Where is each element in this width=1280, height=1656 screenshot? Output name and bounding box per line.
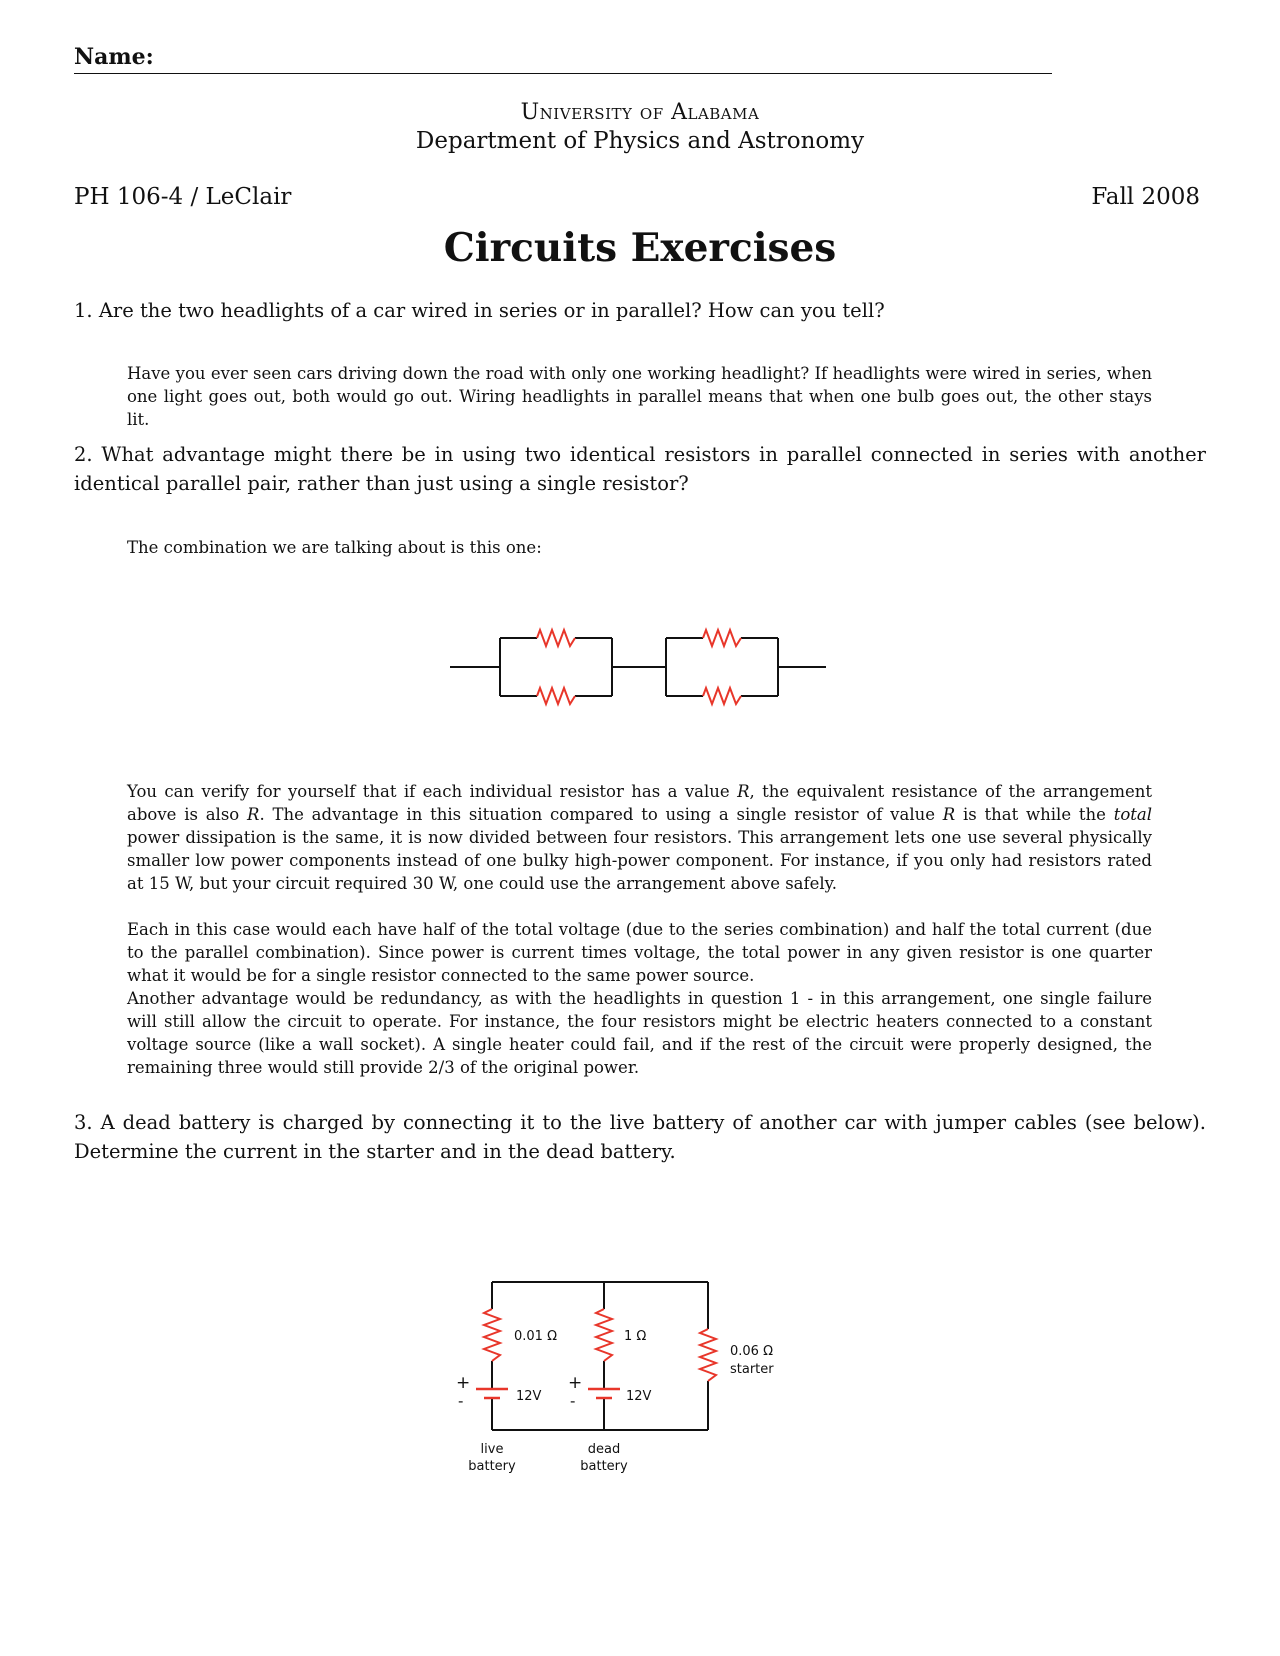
variable-r: R bbox=[942, 805, 956, 824]
question-text: Are the two headlights of a car wired in series or in parallel? How can you tell? bbox=[98, 299, 885, 322]
university-name: University of Alabama bbox=[520, 100, 760, 125]
jumper-cable-circuit bbox=[440, 1266, 820, 1486]
resistor-4 bbox=[703, 688, 741, 704]
resistor-starter bbox=[700, 1329, 716, 1381]
label-v-dead: 12V bbox=[626, 1389, 652, 1404]
question-text: What advantage might there be in using two identical resistors in parallel connected in series with another identical parallel pair, rather than just using a single resistor? bbox=[74, 443, 1206, 495]
name-underline bbox=[74, 73, 1052, 74]
resistor-network-diagram bbox=[440, 620, 840, 720]
resistor-live bbox=[484, 1309, 500, 1361]
label-r-starter: 0.06 Ω bbox=[730, 1344, 774, 1359]
page-title: Circuits Exercises bbox=[443, 225, 837, 271]
resistor-3 bbox=[703, 630, 741, 646]
resistor-1 bbox=[537, 630, 575, 646]
answer-paragraph-1: You can verify for yourself that if each individual resistor has a value R, the equivalent resistance of the arrangement above is also R. The advantage in this situation compared to using a single resistor of value R is that while the total power dissipation is the same, it is now divided between four resistors. This arrangement lets one use several physically smaller low power components instead of one bulky high-power component. For instance, if you only had resistors rated at 15 W, but your circuit required 30 W, one could use the arrangement above safely. bbox=[127, 782, 1152, 893]
network-wires bbox=[450, 638, 826, 696]
answer-paragraph: The combination we are talking about is this one: bbox=[127, 538, 542, 557]
label-v-live: 12V bbox=[516, 1389, 542, 1404]
question-number: 3. bbox=[74, 1111, 93, 1134]
label-r-dead: 1 Ω bbox=[624, 1329, 647, 1344]
label-live-2: battery bbox=[468, 1459, 516, 1474]
question-1 bbox=[74, 296, 1206, 325]
answer-1 bbox=[127, 362, 1152, 431]
variable-r: R bbox=[247, 805, 260, 824]
minus-sign-live: - bbox=[458, 1392, 464, 1410]
department-name: Department of Physics and Astronomy bbox=[415, 128, 865, 154]
question-3 bbox=[74, 1108, 1206, 1166]
question-number: 2. bbox=[74, 443, 93, 466]
label-dead-2: battery bbox=[580, 1459, 628, 1474]
emphasis-total: total bbox=[1113, 805, 1152, 824]
variable-r: R bbox=[737, 782, 750, 801]
question-2 bbox=[74, 440, 1206, 498]
minus-sign-dead: - bbox=[570, 1392, 576, 1410]
answer-paragraph-2: Each in this case would each have half of the total voltage (due to the series combination) and half the total current (due to the parallel combination). Since power is current times voltage, the total power in any given resistor is one quarter what it would be for a single resistor connected to the same power source. bbox=[127, 920, 1152, 985]
name-label: Name: bbox=[74, 44, 154, 70]
answer-paragraph: Have you ever seen cars driving down the road with only one working headlight? If headlights were wired in series, when one light goes out, both would go out. Wiring headlights in parallel means that when one bulb goes out, the other stays lit. bbox=[127, 364, 1152, 429]
label-dead-1: dead bbox=[587, 1442, 621, 1457]
answer-paragraph-3: Another advantage would be redundancy, as with the headlights in question 1 - in this arrangement, one single failure will still allow the circuit to operate. For instance, the four resistors might be electric heaters connected to a constant voltage source (like a wall socket). A single heater could fail, and if the rest of the circuit were properly designed, the remaining three would still provide 2/3 of the original power. bbox=[127, 989, 1152, 1077]
resistor-2 bbox=[537, 688, 575, 704]
label-starter: starter bbox=[730, 1362, 774, 1377]
answer-2-body bbox=[127, 780, 1152, 1079]
label-live-1: live bbox=[480, 1442, 504, 1457]
question-number: 1. bbox=[74, 299, 93, 322]
term: Fall 2008 bbox=[1091, 184, 1200, 210]
question-text: A dead battery is charged by connecting it to the live battery of another car with jumper cables (see below). Determine the current in the starter and in the dead battery. bbox=[74, 1111, 1206, 1163]
answer-2-intro bbox=[127, 536, 1152, 559]
circuit-wires bbox=[492, 1282, 708, 1430]
resistor-dead bbox=[596, 1309, 612, 1361]
plus-sign-dead: + bbox=[568, 1373, 583, 1393]
label-r-live: 0.01 Ω bbox=[514, 1329, 558, 1344]
course-code: PH 106-4 / LeClair bbox=[74, 184, 292, 210]
plus-sign-live: + bbox=[456, 1373, 471, 1393]
